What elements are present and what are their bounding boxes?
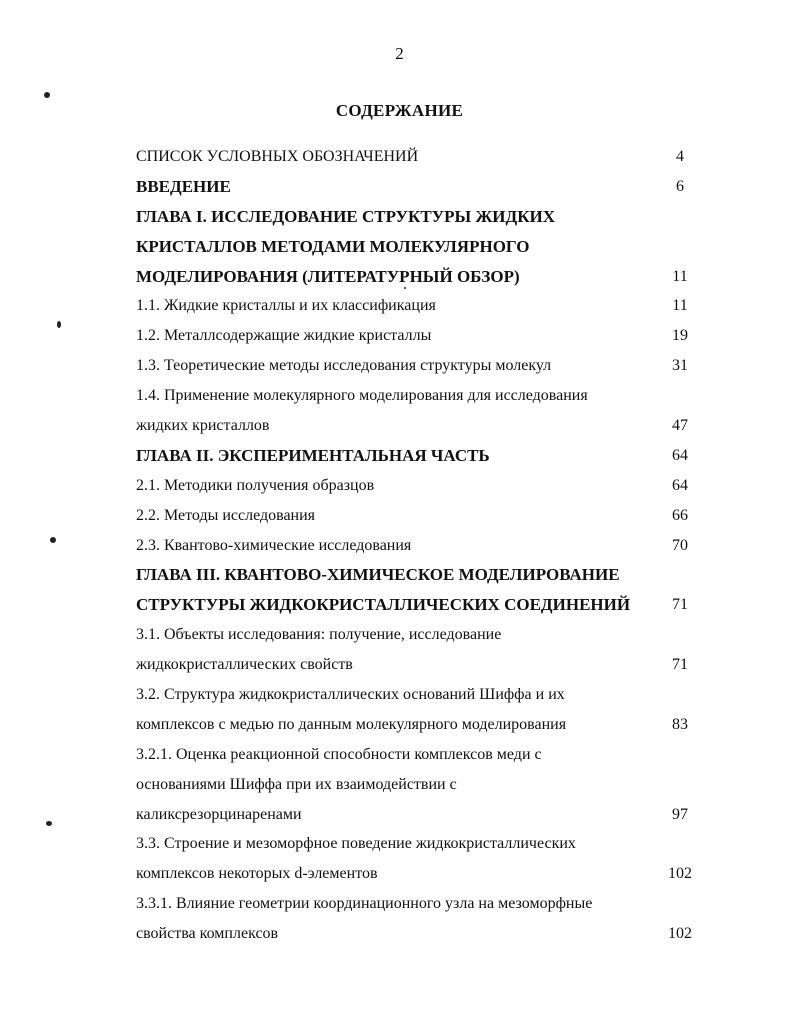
scan-speck [46, 821, 52, 826]
toc-entry [136, 411, 700, 441]
toc-entry-text: ГЛАВА III. КВАНТОВО-ХИМИЧЕСКОЕ МОДЕЛИРОВАНИЕ [136, 565, 620, 585]
page-number: 2 [395, 44, 404, 63]
toc-entry-text: СТРУКТУРЫ ЖИДКОКРИСТАЛЛИЧЕСКИХ СОЕДИНЕНИЙ [136, 595, 631, 615]
toc-entry [136, 829, 700, 859]
toc-entry [136, 710, 700, 740]
toc-entry-text: 3.2.1. Оценка реакционной способности комплексов меди с [136, 745, 542, 763]
toc-entry-text: основаниями Шиффа при их взаимодействии с [136, 775, 457, 793]
table-of-contents [136, 142, 700, 949]
toc-entry-page: 83 [672, 715, 688, 733]
toc-entry-page: 70 [672, 536, 688, 554]
scan-speck [44, 92, 50, 98]
toc-entry [136, 919, 700, 949]
toc-entry-text: 2.3. Квантово-химические исследования [136, 536, 412, 554]
toc-entry-text: 1.4. Применение молекулярного моделирования для исследования [136, 387, 588, 405]
toc-entry-text: ГЛАВА II. ЭКСПЕРИМЕНТАЛЬНАЯ ЧАСТЬ [136, 445, 490, 465]
toc-entry-text: 2.1. Методики получения образцов [136, 476, 375, 494]
toc-entry [136, 501, 700, 531]
toc-entry-page: 66 [672, 506, 688, 524]
toc-entry-text: жидких кристаллов [136, 417, 270, 435]
toc-entry-page: 71 [672, 596, 688, 614]
toc-entry-page: 47 [672, 417, 688, 435]
toc-entry-page: 97 [672, 805, 688, 823]
toc-entry-page: 19 [672, 327, 688, 345]
toc-entry-text: 3.1. Объекты исследования: получение, исследование [136, 626, 502, 644]
toc-entry [136, 142, 700, 172]
toc-entry-text: 1.1. Жидкие кристаллы и их классификация [136, 297, 436, 315]
toc-entry-text: 3.2. Структура жидкокристаллических оснований Шиффа и их [136, 686, 565, 704]
toc-entry-text: свойства комплексов [136, 925, 279, 943]
toc-entry-text: 1.2. Металлсодержащие жидкие кристаллы [136, 327, 432, 345]
toc-entry [136, 770, 700, 800]
toc-entry [136, 531, 700, 561]
toc-entry-page: 102 [668, 925, 692, 943]
toc-entry [136, 381, 700, 411]
toc-entry [136, 650, 700, 680]
toc-entry [136, 321, 700, 351]
toc-entry [136, 351, 700, 381]
toc-entry [136, 800, 700, 830]
toc-entry [136, 232, 700, 262]
toc-entry [136, 560, 700, 590]
toc-entry-page: 11 [672, 297, 688, 315]
toc-entry [136, 590, 700, 620]
toc-entry-text: ВВЕДЕНИЕ [136, 176, 231, 196]
toc-entry-text: ГЛАВА I. ИССЛЕДОВАНИЕ СТРУКТУРЫ ЖИДКИХ [136, 206, 556, 226]
toc-entry-page: 6 [676, 177, 684, 195]
toc-entry-text: жидкокристаллических свойств [136, 656, 353, 674]
toc-entry [136, 740, 700, 770]
toc-entry-text: 3.3.1. Влияние геометрии координационного узла на мезоморфные [136, 895, 593, 913]
toc-title: СОДЕРЖАНИЕ [335, 101, 464, 120]
toc-entry [136, 441, 700, 471]
toc-entry-page: 4 [676, 148, 684, 165]
toc-entry [136, 202, 700, 232]
toc-entry-page: 31 [672, 357, 688, 375]
scan-speck [57, 321, 61, 328]
toc-entry [136, 291, 700, 321]
toc-entry [136, 471, 700, 501]
toc-entry [136, 859, 700, 889]
toc-entry [136, 680, 700, 710]
toc-entry-page: 64 [672, 446, 688, 464]
toc-entry-text: каликсрезорцинаренами [136, 805, 302, 823]
toc-entry-text: СПИСОК УСЛОВНЫХ ОБОЗНАЧЕНИЙ [136, 148, 419, 165]
toc-entry [136, 889, 700, 919]
toc-entry-text: КРИСТАЛЛОВ МЕТОДАМИ МОЛЕКУЛЯРНОГО [136, 236, 530, 256]
scan-speck [404, 287, 406, 289]
toc-entry-page: 64 [672, 476, 688, 494]
toc-entry-text: 3.3. Строение и мезоморфное поведение жидкокристаллических [136, 835, 576, 853]
toc-entry-text: 2.2. Методы исследования [136, 506, 316, 524]
toc-entry-page: 11 [672, 267, 688, 285]
toc-entry-text: комплексов с медью по данным молекулярного моделирования [136, 715, 567, 733]
toc-entry-text: МОДЕЛИРОВАНИЯ (ЛИТЕРАТУРНЫЙ ОБЗОР) [136, 266, 520, 286]
scan-speck [50, 537, 56, 543]
toc-entry-page: 102 [668, 865, 692, 883]
toc-entry [136, 262, 700, 292]
toc-entry-page: 71 [672, 656, 688, 674]
toc-entry-text: 1.3. Теоретические методы исследования структуры молекул [136, 357, 552, 375]
toc-entry-text: комплексов некоторых d-элементов [136, 865, 378, 883]
toc-entry [136, 620, 700, 650]
toc-entry [136, 172, 700, 202]
